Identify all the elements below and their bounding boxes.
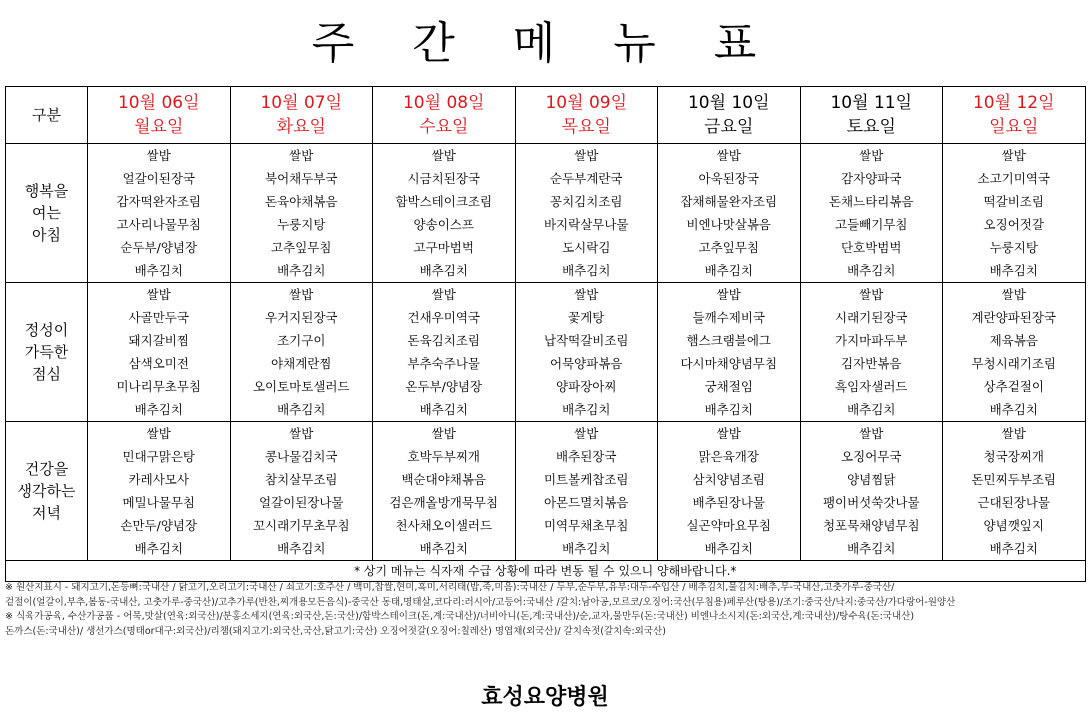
menu-item: 맑은육개장	[698, 449, 759, 464]
menu-cell	[943, 422, 1086, 561]
menu-item: 시금치된장국	[407, 171, 480, 186]
day-weekday: 금요일	[704, 117, 754, 137]
menu-cell	[230, 283, 373, 422]
menu-item: 쌀밥	[289, 426, 314, 441]
menu-item: 순두부계란국	[550, 171, 623, 186]
menu-cell	[515, 144, 658, 283]
menu-cell	[230, 422, 373, 561]
menu-item: 삼색오미전	[128, 356, 189, 371]
day-date: 10월 06일	[117, 93, 200, 113]
menu-item: 쌀밥	[289, 148, 314, 163]
meal-label-line: 정성이	[24, 321, 69, 339]
day-header-5	[800, 87, 943, 144]
menu-cell	[88, 422, 231, 561]
menu-item: 아욱된장국	[698, 171, 759, 186]
day-date: 10월 10일	[687, 93, 770, 113]
menu-item: 사골만두국	[128, 310, 189, 325]
day-header-2	[373, 87, 516, 144]
menu-item: 배추김치	[562, 541, 611, 556]
menu-item: 카레사모사	[128, 472, 189, 487]
menu-item: 배추김치	[989, 402, 1038, 417]
menu-item: 감자양파국	[841, 171, 902, 186]
hospital-name: 효성요양병원	[481, 685, 609, 710]
menu-item: 양파장아찌	[556, 379, 617, 394]
menu-item: 쌀밥	[716, 148, 741, 163]
menu-cell	[515, 422, 658, 561]
menu-item: 배추김치	[277, 541, 326, 556]
meal-label-line: 여는	[32, 204, 61, 222]
menu-cell	[373, 283, 516, 422]
meal-label-line: 가득한	[24, 343, 69, 361]
menu-item: 햄스크램블에그	[686, 333, 772, 348]
menu-item: 아몬드멸치볶음	[543, 495, 629, 510]
menu-cell	[373, 144, 516, 283]
menu-item: 납작떡갈비조림	[543, 333, 629, 348]
meal-label-line: 점심	[32, 365, 61, 383]
origin-notes	[5, 581, 1085, 639]
menu-item: 쌀밥	[146, 148, 171, 163]
menu-item: 무청시래기조림	[971, 356, 1057, 371]
day-date: 10월 07일	[260, 93, 342, 113]
origin-note-line: ※ 식육가공육, 수산가공품 - 어묵,맛살(연육:외국산)/분홍소세지(연육:외국산,돈:국산)/함박스테이크(돈,계:국내산)/너비아니(돈,계:국내산)/순,교자,물만두(돈:국내산) 비엔나소시지(돈:외국산,계:국내산)/탕수육(돈:국내산)	[5, 611, 915, 622]
menu-item: 배추김치	[419, 541, 468, 556]
origin-note-line: ※ 원산지표시 - 돼지고기,돈등뼈:국내산 / 닭고기,오리고기:국내산 / 쇠고기:호주산 / 백미,찹쌀,현미,흑미,서리태(밥,죽,미음):국내산 / 두부,순두부,유부:대두-수입산 / 배추김치,물김치:배추,무-국내산,고춧가루-중국산/	[5, 582, 895, 593]
menu-item: 쌀밥	[859, 426, 884, 441]
menu-item: 배추김치	[134, 402, 183, 417]
day-header-1	[230, 87, 373, 144]
menu-item: 쌀밥	[431, 426, 456, 441]
menu-item: 얼갈이된장나물	[258, 495, 344, 510]
meal-label-line: 아침	[32, 226, 61, 244]
menu-item: 배추김치	[562, 402, 611, 417]
meal-label-cell	[6, 422, 88, 561]
menu-item: 고구마범벅	[413, 240, 474, 255]
meal-label-line: 생각하는	[17, 482, 76, 500]
menu-item: 얼갈이된장국	[122, 171, 195, 186]
menu-item: 쌀밥	[859, 287, 884, 302]
weekly-menu-table	[5, 86, 1086, 582]
menu-item: 들깨수제비국	[692, 310, 765, 325]
menu-item: 쌀밥	[859, 148, 884, 163]
page-title: 주 간 메 뉴 표	[311, 18, 779, 69]
menu-item: 함박스테이크조림	[395, 194, 493, 209]
menu-item: 시래기된장국	[835, 310, 908, 325]
day-date: 10월 08일	[402, 93, 485, 113]
menu-cell	[373, 422, 516, 561]
menu-item: 미역무채초무침	[543, 518, 629, 533]
menu-item: 도시락김	[562, 240, 611, 255]
menu-item: 가지마파두부	[835, 333, 908, 348]
menu-item: 오징어무국	[841, 449, 902, 464]
menu-item: 제육볶음	[989, 333, 1038, 348]
menu-item: 청포묵채양념무침	[822, 518, 920, 533]
menu-item: 미트볼케찹조림	[543, 472, 629, 487]
day-header-6	[943, 87, 1086, 144]
meal-row	[6, 283, 1086, 422]
menu-cell	[943, 283, 1086, 422]
menu-item: 배추김치	[704, 402, 753, 417]
origin-note-line: 겉절이(얼갈이,부추,봄동-국내산, 고춧가루-중국산)/고추가루(반찬,찌개용모든음식)-중국산 동태,명태살,코다리:러시아/고등어:국내산 /갈치:남아공,모르코/오징어:국산(무침용)페루산(탕용)/조기:중국산/낙지:중국산/가다랑어-원양산	[5, 596, 956, 608]
menu-item: 배추김치	[989, 263, 1038, 278]
menu-item: 쌀밥	[1001, 287, 1026, 302]
menu-item: 미나리무초무침	[116, 379, 202, 394]
day-weekday: 목요일	[561, 117, 611, 137]
menu-item: 우거지된장국	[265, 310, 338, 325]
menu-item: 돼지갈비찜	[128, 333, 189, 348]
day-header-4	[658, 87, 801, 144]
menu-item: 양송이스프	[413, 217, 474, 232]
menu-item: 감자떡완자조림	[116, 194, 202, 209]
menu-cell	[658, 144, 801, 283]
menu-item: 배추김치	[419, 402, 468, 417]
menu-cell	[230, 144, 373, 283]
menu-item: 단호박범벅	[841, 240, 902, 255]
menu-item: 쌀밥	[1001, 426, 1026, 441]
menu-item: 쌀밥	[716, 426, 741, 441]
menu-item: 조기구이	[277, 333, 326, 348]
menu-item: 배추김치	[847, 263, 896, 278]
menu-item: 배추김치	[847, 402, 896, 417]
menu-item: 팽이버섯쑥갓나물	[822, 495, 920, 510]
menu-item: 배추된장나물	[692, 495, 765, 510]
meal-label-line: 행복을	[24, 182, 69, 200]
menu-item: 배추김치	[419, 263, 468, 278]
menu-item: 호박두부찌개	[407, 449, 480, 464]
menu-item: 야채계란찜	[271, 356, 332, 371]
day-weekday: 화요일	[276, 117, 326, 137]
menu-item: 다시마채양념무침	[680, 356, 778, 371]
menu-item: 어묵양파볶음	[550, 356, 623, 371]
menu-item: 돈육야채볶음	[265, 194, 338, 209]
menu-cell	[88, 283, 231, 422]
menu-item: 흑임자샐러드	[835, 379, 908, 394]
menu-item: 누룽지탕	[989, 240, 1038, 255]
menu-cell	[800, 144, 943, 283]
menu-cell	[88, 144, 231, 283]
notice-cell	[6, 561, 1086, 582]
menu-item: 고추잎무침	[698, 240, 759, 255]
day-header-3	[515, 87, 658, 144]
menu-item: 온두부/양념장	[405, 379, 483, 394]
menu-item: 소고기미역국	[977, 171, 1050, 186]
menu-cell	[800, 422, 943, 561]
menu-item: 민대구맑은탕	[122, 449, 195, 464]
menu-item: 돈민찌두부조림	[971, 472, 1057, 487]
menu-item: 누룽지탕	[277, 217, 326, 232]
menu-item: 메밀나물무침	[122, 495, 195, 510]
menu-item: 배추된장국	[556, 449, 617, 464]
menu-item: 쌀밥	[574, 148, 599, 163]
menu-item: 계란양파된장국	[971, 310, 1057, 325]
menu-item: 실곤약마요무침	[686, 518, 772, 533]
menu-item: 부추숙주나물	[407, 356, 480, 371]
meal-label-line: 건강을	[24, 460, 69, 478]
day-date: 10월 11일	[830, 93, 912, 113]
meal-row	[6, 144, 1086, 283]
origin-note-line: 돈까스(돈:국내산)/ 생선가스(명태or대구:외국산)/리챔(돼지고기:외국산,국산,닭고기:국산) 오징어젓갈(오징어:칠레산) 명엽채(외국산)/ 갈치속젓(갈치속:외국산)	[5, 625, 666, 637]
menu-item: 쌀밥	[289, 287, 314, 302]
menu-item: 삼치양념조림	[692, 472, 765, 487]
menu-item: 바지락살무나물	[543, 217, 629, 232]
menu-item: 천사채오이샐러드	[395, 518, 493, 533]
menu-item: 쌀밥	[716, 287, 741, 302]
menu-item: 배추김치	[134, 263, 183, 278]
menu-item: 꽁치김치조림	[550, 194, 623, 209]
menu-item: 쌀밥	[146, 287, 171, 302]
menu-item: 쌀밥	[574, 287, 599, 302]
menu-item: 배추김치	[562, 263, 611, 278]
menu-cell	[658, 422, 801, 561]
menu-item: 배추김치	[704, 263, 753, 278]
menu-item: 떡갈비조림	[983, 194, 1044, 209]
menu-item: 쌀밥	[574, 426, 599, 441]
menu-item: 건새우미역국	[407, 310, 480, 325]
menu-item: 참치살무조림	[265, 472, 338, 487]
menu-item: 궁채절임	[704, 379, 753, 394]
menu-item: 비엔나맛살볶음	[686, 217, 772, 232]
header-label: 구분	[32, 106, 61, 124]
menu-item: 꽃게탕	[568, 310, 605, 325]
menu-cell	[800, 283, 943, 422]
menu-item: 고추잎무침	[271, 240, 332, 255]
menu-item: 백순대야채볶음	[401, 472, 487, 487]
day-weekday: 수요일	[419, 117, 469, 137]
menu-item: 고들빼기무침	[835, 217, 908, 232]
meal-label-cell	[6, 283, 88, 422]
menu-item: 오징어젓갈	[983, 217, 1044, 232]
menu-item: 배추김치	[277, 402, 326, 417]
menu-item: 근대된장나물	[977, 495, 1050, 510]
day-weekday: 일요일	[989, 117, 1039, 137]
menu-cell	[658, 283, 801, 422]
menu-item: 쌀밥	[146, 426, 171, 441]
menu-item: 쌀밥	[431, 148, 456, 163]
menu-item: 오이토마토샐러드	[252, 379, 350, 394]
menu-item: 쌀밥	[431, 287, 456, 302]
day-weekday: 토요일	[846, 117, 896, 137]
menu-item: 양념깻잎지	[983, 518, 1044, 533]
day-date: 10월 12일	[972, 93, 1055, 113]
meal-row	[6, 422, 1086, 561]
day-date: 10월 09일	[545, 93, 627, 113]
meal-label-line: 저녁	[32, 504, 61, 522]
menu-item: 검은깨올방개묵무침	[389, 495, 499, 510]
menu-item: 순두부/양념장	[120, 240, 198, 255]
menu-item: 북어채두부국	[265, 171, 338, 186]
menu-item: 꼬시래기무초무침	[252, 518, 350, 533]
menu-item: 청국장찌개	[983, 449, 1044, 464]
day-header-0	[88, 87, 231, 144]
menu-cell	[515, 283, 658, 422]
notice-text: * 상기 메뉴는 식자재 수급 상황에 따라 변동 될 수 있으니 양해바랍니다.*	[354, 564, 737, 578]
menu-item: 배추김치	[704, 541, 753, 556]
menu-item: 쌀밥	[1001, 148, 1026, 163]
header-label-cell	[6, 87, 88, 144]
day-weekday: 월요일	[134, 117, 184, 137]
menu-item: 돈육김치조림	[407, 333, 480, 348]
menu-item: 잡채해물완자조림	[680, 194, 778, 209]
menu-item: 돈채느타리볶음	[828, 194, 914, 209]
menu-item: 김자반볶음	[841, 356, 902, 371]
menu-item: 고사리나물무침	[116, 217, 202, 232]
menu-cell	[943, 144, 1086, 283]
menu-item: 배추김치	[134, 541, 183, 556]
menu-item: 손만두/양념장	[120, 518, 198, 533]
meal-label-cell	[6, 144, 88, 283]
menu-item: 양념찜닭	[847, 472, 896, 487]
menu-item: 콩나물김치국	[265, 449, 338, 464]
menu-item: 배추김치	[989, 541, 1038, 556]
menu-item: 상추겉절이	[983, 379, 1044, 394]
menu-item: 배추김치	[847, 541, 896, 556]
menu-item: 배추김치	[277, 263, 326, 278]
